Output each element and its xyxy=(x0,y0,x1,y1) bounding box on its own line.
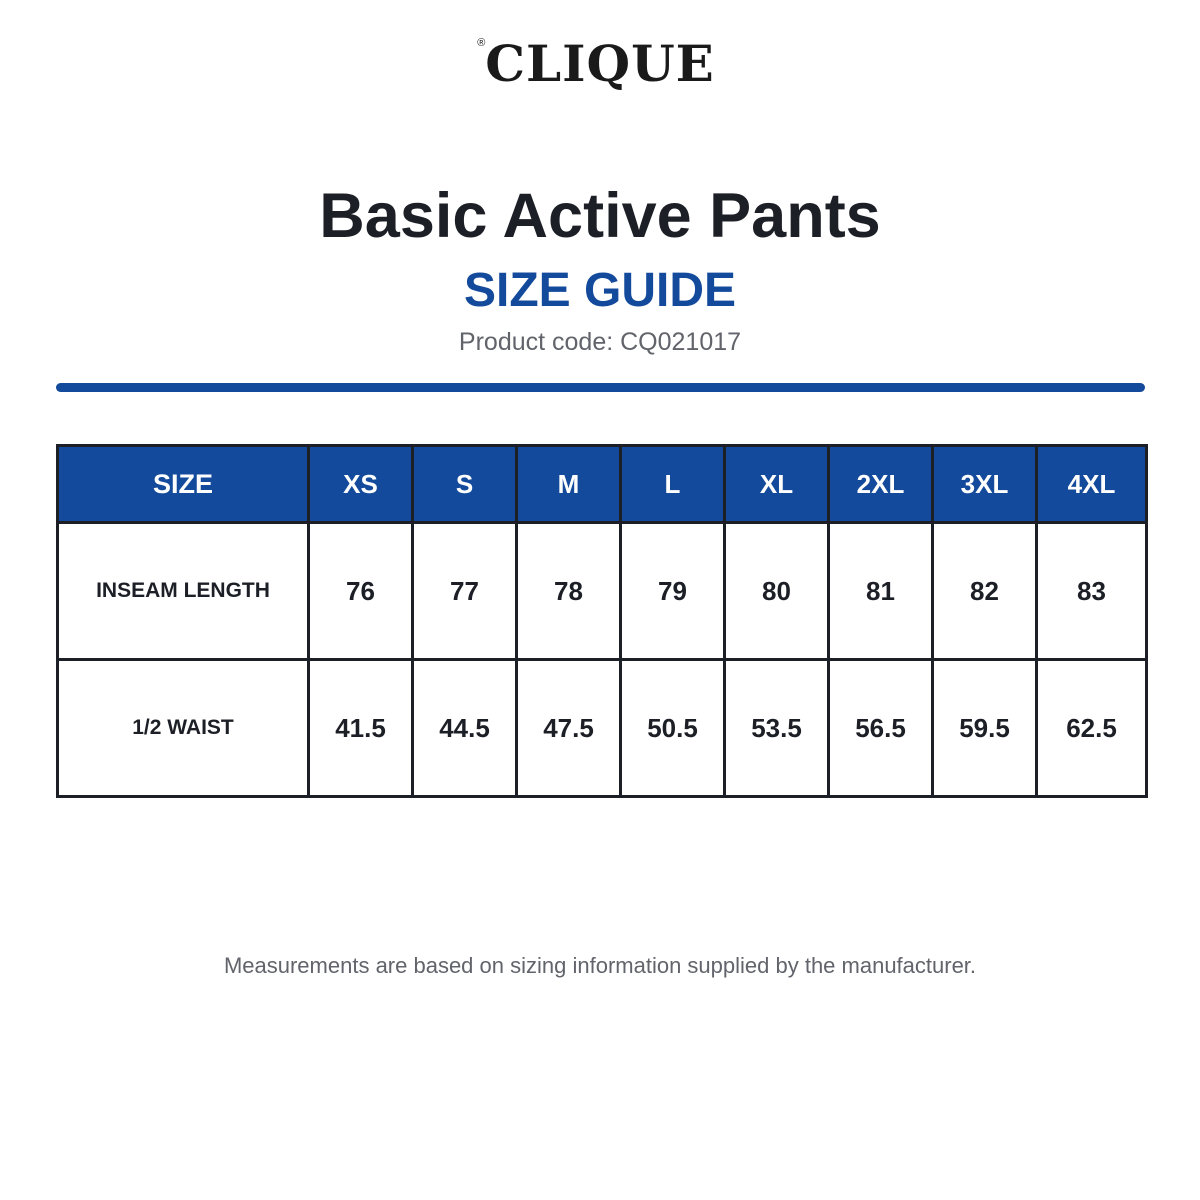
product-code: Product code: CQ021017 xyxy=(458,328,742,356)
table-corner-label: SIZE xyxy=(58,446,309,523)
table-cell: 53.5 xyxy=(725,660,829,797)
table-cell: 50.5 xyxy=(621,660,725,797)
size-header: 2XL xyxy=(829,446,933,523)
size-header: XL xyxy=(725,446,829,523)
table-cell: 80 xyxy=(725,523,829,660)
brand-logo xyxy=(0,34,1200,94)
header-divider xyxy=(56,383,1145,392)
size-header: 4XL xyxy=(1037,446,1147,523)
table-cell: 81 xyxy=(829,523,933,660)
table-cell: 62.5 xyxy=(1037,660,1147,797)
size-header: L xyxy=(621,446,725,523)
table-cell: 82 xyxy=(933,523,1037,660)
registered-mark: ® xyxy=(477,37,487,49)
row-label: INSEAM LENGTH xyxy=(58,523,309,660)
table-cell: 56.5 xyxy=(829,660,933,797)
table-row xyxy=(58,523,1147,660)
table-cell: 47.5 xyxy=(517,660,621,797)
table-cell: 44.5 xyxy=(413,660,517,797)
table-header-row xyxy=(58,446,1147,523)
table-cell: 79 xyxy=(621,523,725,660)
table-cell: 59.5 xyxy=(933,660,1037,797)
size-header: XS xyxy=(309,446,413,523)
table-cell: 78 xyxy=(517,523,621,660)
brand-logo-wordmark xyxy=(477,34,715,94)
table-cell: 83 xyxy=(1037,523,1147,660)
page-subtitle: SIZE GUIDE xyxy=(463,264,737,317)
size-header: S xyxy=(413,446,517,523)
table-cell: 76 xyxy=(309,523,413,660)
brand-name: CLIQUE xyxy=(485,34,715,93)
footnote: Measurements are based on sizing information supplied by the manufacturer. xyxy=(223,953,977,978)
size-header: M xyxy=(517,446,621,523)
table-cell: 77 xyxy=(413,523,517,660)
size-table xyxy=(56,444,1148,798)
table-cell: 41.5 xyxy=(309,660,413,797)
table-row xyxy=(58,660,1147,797)
size-header: 3XL xyxy=(933,446,1037,523)
row-label: 1/2 WAIST xyxy=(58,660,309,797)
page-title: Basic Active Pants xyxy=(319,181,881,251)
